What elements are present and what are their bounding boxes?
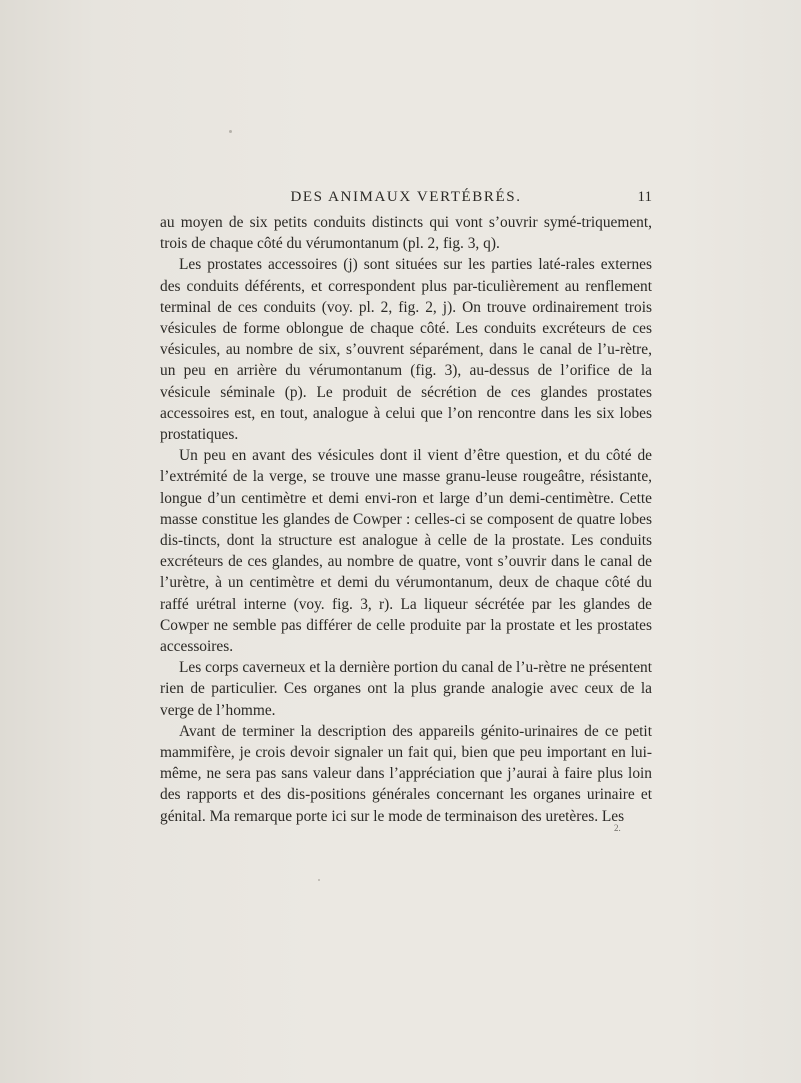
paragraph-continuation: au moyen de six petits conduits distincts qui vont s’ouvrir symé-triquement, trois de chaque côté du vérumontanum (pl. 2, fig. 3, q). xyxy=(160,214,652,253)
paper-speck xyxy=(318,879,320,881)
running-title: DES ANIMAUX VERTÉBRÉS. xyxy=(290,189,522,205)
signature-mark: 2. xyxy=(614,823,621,833)
body-text xyxy=(160,212,652,827)
paragraph-prostates-accessoires: Les prostates accessoires (j) sont situées sur les parties laté-rales externes des conduits déférents, et correspondent plus par-ticulièrement au renflement terminal de ces conduits (voy. pl. 2, fig. 2, j). On trouve ordinairement trois vésicules de forme oblongue de chaque côté. Les conduits excréteurs de ces vésicules, au nombre de six, s’ouvrent séparément, dans le canal de l’u-rètre, un peu en arrière du vérumontanum (fig. 3), au-dessus de l’orifice de la vésicule séminale (p). Le produit de sécrétion de ces glandes prostates accessoires est, en tout, analogue à celui que l’on rencontre dans les six lobes prostatiques. xyxy=(160,256,652,444)
page-number: 11 xyxy=(637,189,652,205)
paragraph-terminaison-ureteres: Avant de terminer la description des appareils génito-urinaires de ce petit mammifère, je crois devoir signaler un fait qui, bien que peu important en lui-même, ne sera pas sans valeur dans l’appréciation que j’aurai à faire plus loin des rapports et des dis-positions générales concernant les organes urinaire et génital. Ma remarque porte ici sur le mode de terminaison des uretères. Les xyxy=(160,722,652,825)
paragraph-glandes-de-cowper: Un peu en avant des vésicules dont il vient d’être question, et du côté de l’extrémité de la verge, se trouve une masse granu-leuse rougeâtre, résistante, longue d’un centimètre et demi envi-ron et large d’un demi-centimètre. Cette masse constitue les glandes de Cowper : celles-ci se composent de quatre lobes dis-tincts, dont la structure est analogue à celle de la prostate. Les conduits excréteurs de ces glandes, au nombre de quatre, vont s’ouvrir dans le canal de l’urètre, à un centimètre et demi du vérumontanum, deux de chaque côté du raffé urétral interne (voy. fig. 3, r). La liqueur sécrétée par les glandes de Cowper ne semble pas différer de celle produite par la prostate et les prostates accessoires. xyxy=(160,447,652,656)
page-header xyxy=(160,187,652,209)
paper-speck xyxy=(229,130,232,133)
paragraph-corps-caverneux: Les corps caverneux et la dernière portion du canal de l’u-rètre ne présentent rien de particulier. Ces organes ont la plus grande analogie avec ceux de la verge de l’homme. xyxy=(160,659,652,719)
